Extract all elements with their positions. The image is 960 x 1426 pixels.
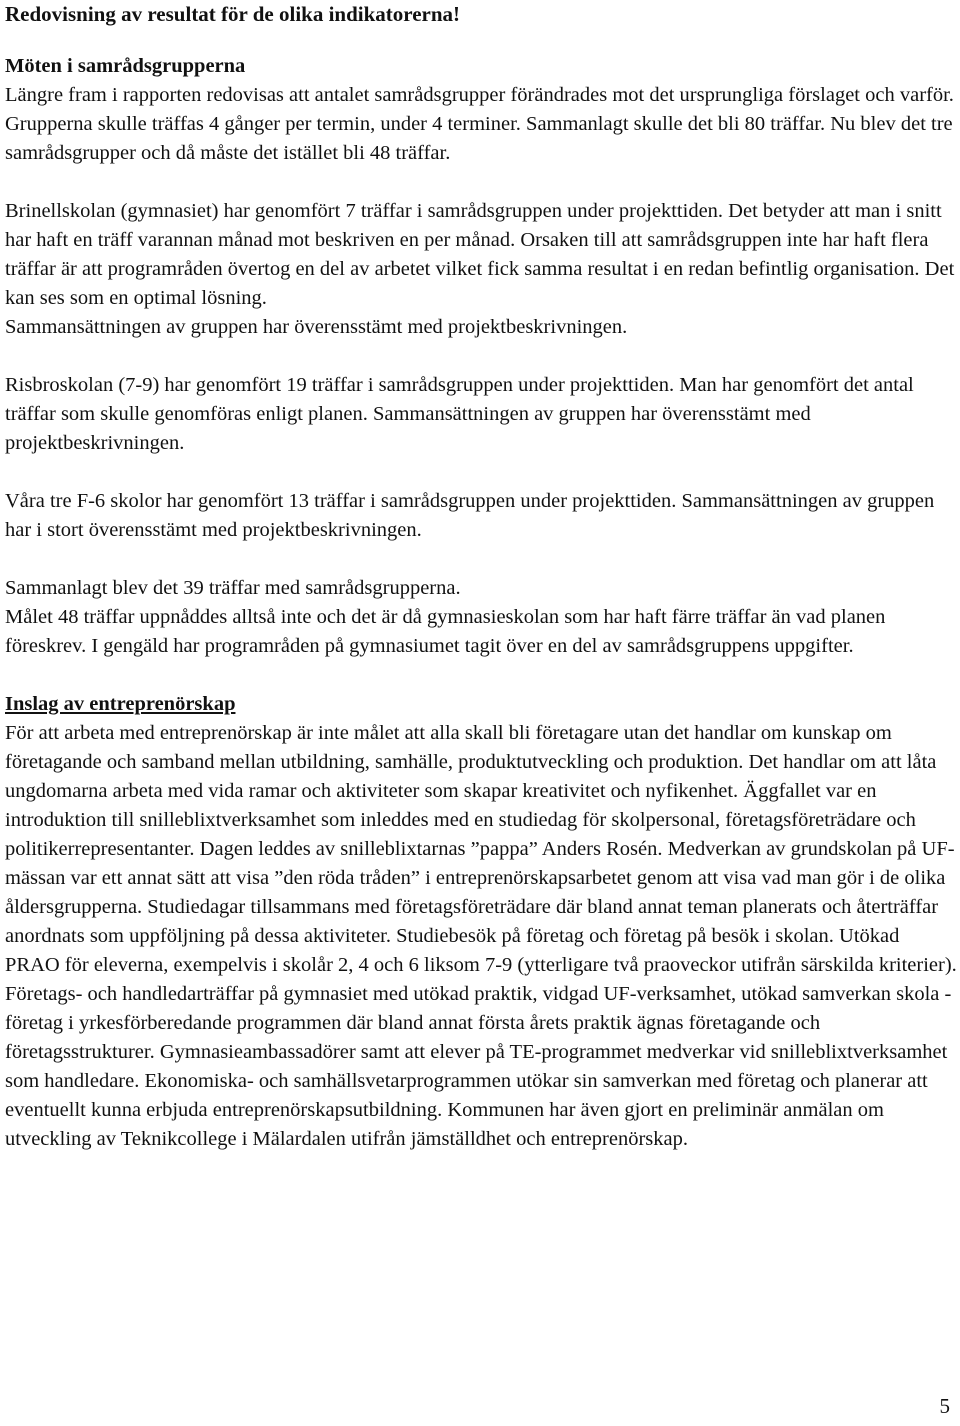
- risbro-paragraph: Risbroskolan (7-9) har genomfört 19 träffar i samrådsgruppen under projekttiden. Man har genomfört det antal träffar som skulle genomföras enligt planen. Sammansättningen av gruppen har överensstämt med projektbeskrivningen.: [5, 374, 914, 454]
- entrepreneurship-paragraph: För att arbeta med entreprenörskap är inte målet att alla skall bli företagare utan det handlar om kunskap om företagande och samband mellan utbildning, samhälle, produktutveckling och produktion. Det handlar om att låta ungdomarna arbeta med vida ramar och aktiviteter som skapar kreativitet och nyfikenhet. Äggfallet var en introduktion till snilleblixtverksamhet som inleddes med en studiedag för skolpersonal, företagsföreträdare och politikerrepresentanter. Dagen leddes av snilleblixtarnas ”pappa” Anders Rosén. Medverkan av grundskolan på UF-mässan var ett annat sätt att visa ”den röda tråden” i entreprenörskapsarbetet genom att visa vad man gör i de olika åldersgrupperna. Studiedagar tillsammans med företagsföreträdare där bland annat teman planerats och återträffar anordnats som uppföljning på dessa aktiviteter. Studiebesök på företag och företag på besök i skolan. Utökad PRAO för eleverna, exempelvis i skolår 2, 4 och 6 liksom 7-9 (ytterligare två praoveckor utifrån särskilda kriterier). Företags- och handledarträffar på gymnasiet med utökad praktik, vidgad UF-verksamhet, utökad samverkan skola - företag i yrkesförberedande programmen där bland annat första årets praktik ägnas företagande och företagsstrukturer. Gymnasieambassadörer samt att elever på TE-programmet medverkar vid snilleblixtverksamhet som handledare. Ekonomiska- och samhällsvetarprogrammen utökar sin samverkan med företag och planerar att eventuellt kunna erbjuda entreprenörskapsutbildning. Kommunen har även gjort en preliminär anmälan om utveckling av Teknikcollege i Mälardalen utifrån jämställdhet och entreprenörskap.: [5, 722, 957, 1150]
- spacer: [5, 458, 957, 487]
- spacer: [5, 661, 957, 690]
- brinell-paragraph: Brinellskolan (gymnasiet) har genomfört 7 träffar i samrådsgruppen under projekttiden. Det betyder att man i snitt har haft en träff varannan månad mot beskriven en per månad. Orsaken till att samrådsgruppen inte har haft flera träffar är att programråden övertog en del av arbetet vilket fick samma resultat i en redan befintlig organisation. Det kan ses som en optimal lösning.: [5, 200, 955, 309]
- document-title: Redovisning av resultat för de olika indikatorerna!: [5, 2, 461, 26]
- f6-paragraph: Våra tre F-6 skolor har genomfört 13 träffar i samrådsgruppen under projekttiden. Sammansättningen av gruppen har i stort överensstämt med projektbeskrivningen.: [5, 490, 935, 541]
- page-number: 5: [939, 1394, 950, 1418]
- section-heading-meetings: Möten i samrådsgrupperna: [5, 55, 246, 77]
- spacer: [5, 342, 957, 371]
- spacer: [5, 545, 957, 574]
- spacer: [5, 168, 957, 197]
- document-page: [5, 0, 957, 1154]
- brinell-composition: Sammansättningen av gruppen har överensstämt med projektbeskrivningen.: [5, 316, 628, 338]
- section-heading-entrepreneurship: Inslag av entreprenörskap: [5, 693, 236, 715]
- spacer: [5, 28, 957, 52]
- summary-line: Sammanlagt blev det 39 träffar med samrådsgrupperna.: [5, 577, 461, 599]
- meetings-paragraph: Längre fram i rapporten redovisas att antalet samrådsgrupper förändrades mot det ursprungliga förslaget och varför. Grupperna skulle träffas 4 gånger per termin, under 4 terminer. Sammanlagt skulle det bli 80 träffar. Nu blev det tre samrådsgrupper och då måste det istället bli 48 träffar.: [5, 84, 954, 164]
- summary-paragraph: Målet 48 träffar uppnåddes alltså inte och det är då gymnasieskolan som har haft färre träffar än vad planen föreskrev. I gengäld har programråden på gymnasiumet tagit över en del av samrådsgruppens uppgifter.: [5, 606, 886, 657]
